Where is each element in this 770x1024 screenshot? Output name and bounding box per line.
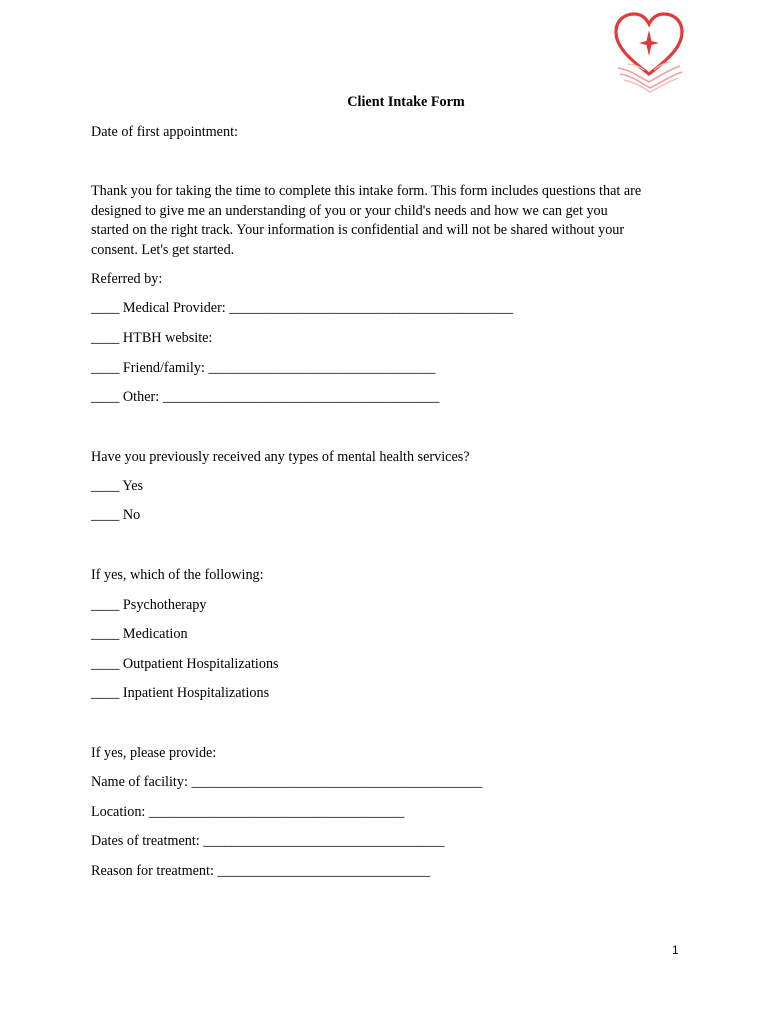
provide-label: If yes, please provide: <box>91 745 217 761</box>
intro-line: designed to give me an understanding of you or your child's needs and how we can get you <box>91 202 608 219</box>
referred-option-medical-provider[interactable]: ____ Medical Provider: ________________________________________ <box>91 300 514 316</box>
previous-option-no[interactable]: ____ No <box>91 507 141 523</box>
date-label: Date of first appointment: <box>91 124 238 140</box>
intro-line: Thank you for taking the time to complete this intake form. This form includes questions that are <box>91 183 642 199</box>
location-field[interactable]: Location: ____________________________________ <box>91 804 405 820</box>
dates-of-treatment-field[interactable]: Dates of treatment: __________________________________ <box>91 833 445 849</box>
intro-paragraph <box>91 182 701 260</box>
intro-line: consent. Let's get started. <box>91 241 235 258</box>
facility-name-field[interactable]: Name of facility: _________________________________________ <box>91 774 483 790</box>
referred-option-other[interactable]: ____ Other: _______________________________________ <box>91 389 440 405</box>
referred-option-htbh-website[interactable]: ____ HTBH website: <box>91 330 213 346</box>
which-services-question: If yes, which of the following: <box>91 567 264 583</box>
previous-option-yes[interactable]: ____ Yes <box>91 478 144 494</box>
page-number: 1 <box>672 943 679 957</box>
referred-label: Referred by: <box>91 271 163 287</box>
previous-services-question: Have you previously received any types of mental health services? <box>91 449 470 465</box>
logo-icon <box>608 10 690 94</box>
intro-line: started on the right track. Your information is confidential and will not be shared without your <box>91 222 625 238</box>
referred-option-friend-family[interactable]: ____ Friend/family: ________________________________ <box>91 360 436 376</box>
which-option-outpatient[interactable]: ____ Outpatient Hospitalizations <box>91 656 279 672</box>
which-option-medication[interactable]: ____ Medication <box>91 626 188 642</box>
form-title: Client Intake Form <box>347 94 465 110</box>
which-option-psychotherapy[interactable]: ____ Psychotherapy <box>91 597 207 613</box>
reason-for-treatment-field[interactable]: Reason for treatment: ______________________________ <box>91 863 431 879</box>
which-option-inpatient[interactable]: ____ Inpatient Hospitalizations <box>91 685 270 701</box>
